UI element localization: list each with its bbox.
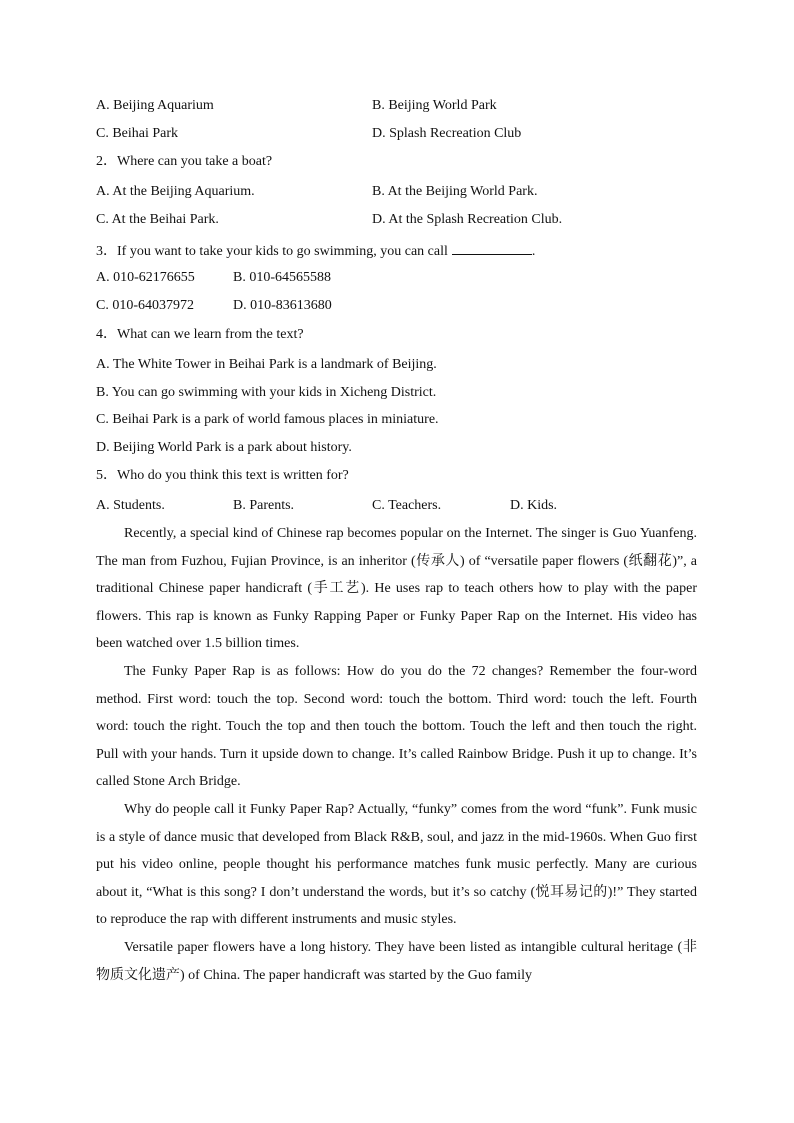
q1-option-c: C. Beihai Park — [96, 126, 179, 141]
q3-stem-line — [96, 240, 535, 261]
q2-option-a: A. At the Beijing Aquarium. — [96, 184, 255, 199]
q3-period: . — [531, 244, 536, 259]
q5-option-b: B. Parents. — [233, 498, 295, 513]
q4-option-d: D. Beijing World Park is a park about history. — [96, 440, 352, 455]
q2-option-d: D. At the Splash Recreation Club. — [372, 212, 563, 227]
q3-option-d: D. 010-83613680 — [233, 298, 332, 313]
answer-blank — [452, 240, 532, 255]
q2-option-b: B. At the Beijing World Park. — [372, 184, 538, 199]
q4-option-c: C. Beihai Park is a park of world famous places in miniature. — [96, 412, 439, 427]
q5-stem: 5．Who do you think this text is written for? — [96, 468, 349, 483]
q1-option-a: A. Beijing Aquarium — [96, 98, 214, 113]
q5-option-d: D. Kids. — [510, 498, 558, 513]
q3-option-b: B. 010-64565588 — [233, 270, 331, 285]
q2-option-c: C. At the Beihai Park. — [96, 212, 219, 227]
passage-paragraph-1: Recently, a special kind of Chinese rap becomes popular on the Internet. The singer is Guo Yuanfeng. The man from Fuzhou, Fujian Province, is an inheritor (传承人) of “versatile paper flowers (纸翻花)”, a traditional Chinese paper handicraft (手工艺). He uses rap to teach others how to play with the paper flowers. This rap is known as Funky Rapping Paper or Funky Paper Rap on the Internet. His video has been watched over 1.5 billion times. — [96, 526, 697, 652]
q5-option-a: A. Students. — [96, 498, 165, 513]
q4-option-a: A. The White Tower in Beihai Park is a landmark of Beijing. — [96, 357, 437, 372]
q4-stem: 4．What can we learn from the text? — [96, 327, 304, 342]
q3-option-a: A. 010-62176655 — [96, 270, 195, 285]
q3-stem: 3．If you want to take your kids to go swimming, you can call — [96, 244, 448, 259]
q3-option-c: C. 010-64037972 — [96, 298, 194, 313]
q2-stem: 2．Where can you take a boat? — [96, 154, 273, 169]
q4-option-b: B. You can go swimming with your kids in Xicheng District. — [96, 385, 437, 400]
q1-option-b: B. Beijing World Park — [372, 98, 497, 113]
passage-paragraph-2: The Funky Paper Rap is as follows: How do you do the 72 changes? Remember the four-word method. First word: touch the top. Second word: touch the bottom. Third word: touch the left. Fourth word: touch the right. Touch the top and then touch the bottom. Touch the left and then touch the right. Pull with your hands. Turn it upside down to change. It’s called Rainbow Bridge. Push it up to change. It’s called Stone Arch Bridge. — [96, 663, 697, 790]
passage-paragraph-4: Versatile paper flowers have a long history. They have been listed as intangible cultural heritage (非物质文化遗产) of China. The paper handicraft was started by the Guo family — [96, 939, 697, 983]
passage-paragraph-3: Why do people call it Funky Paper Rap? Actually, “funky” comes from the word “funk”. Funk music is a style of dance music that developed from Black R&B, soul, and jazz in the mid-1960s. When Guo first put his video online, people thought his performance matches funk music perfectly. Many are curious about it, “What is this song? I don’t understand the words, but it’s so catchy (悦耳易记的)!” They started to reproduce the rap with different instruments and music styles. — [96, 801, 697, 928]
reading-passage — [96, 520, 697, 989]
q1-option-d: D. Splash Recreation Club — [372, 126, 522, 141]
q5-option-c: C. Teachers. — [372, 498, 442, 513]
